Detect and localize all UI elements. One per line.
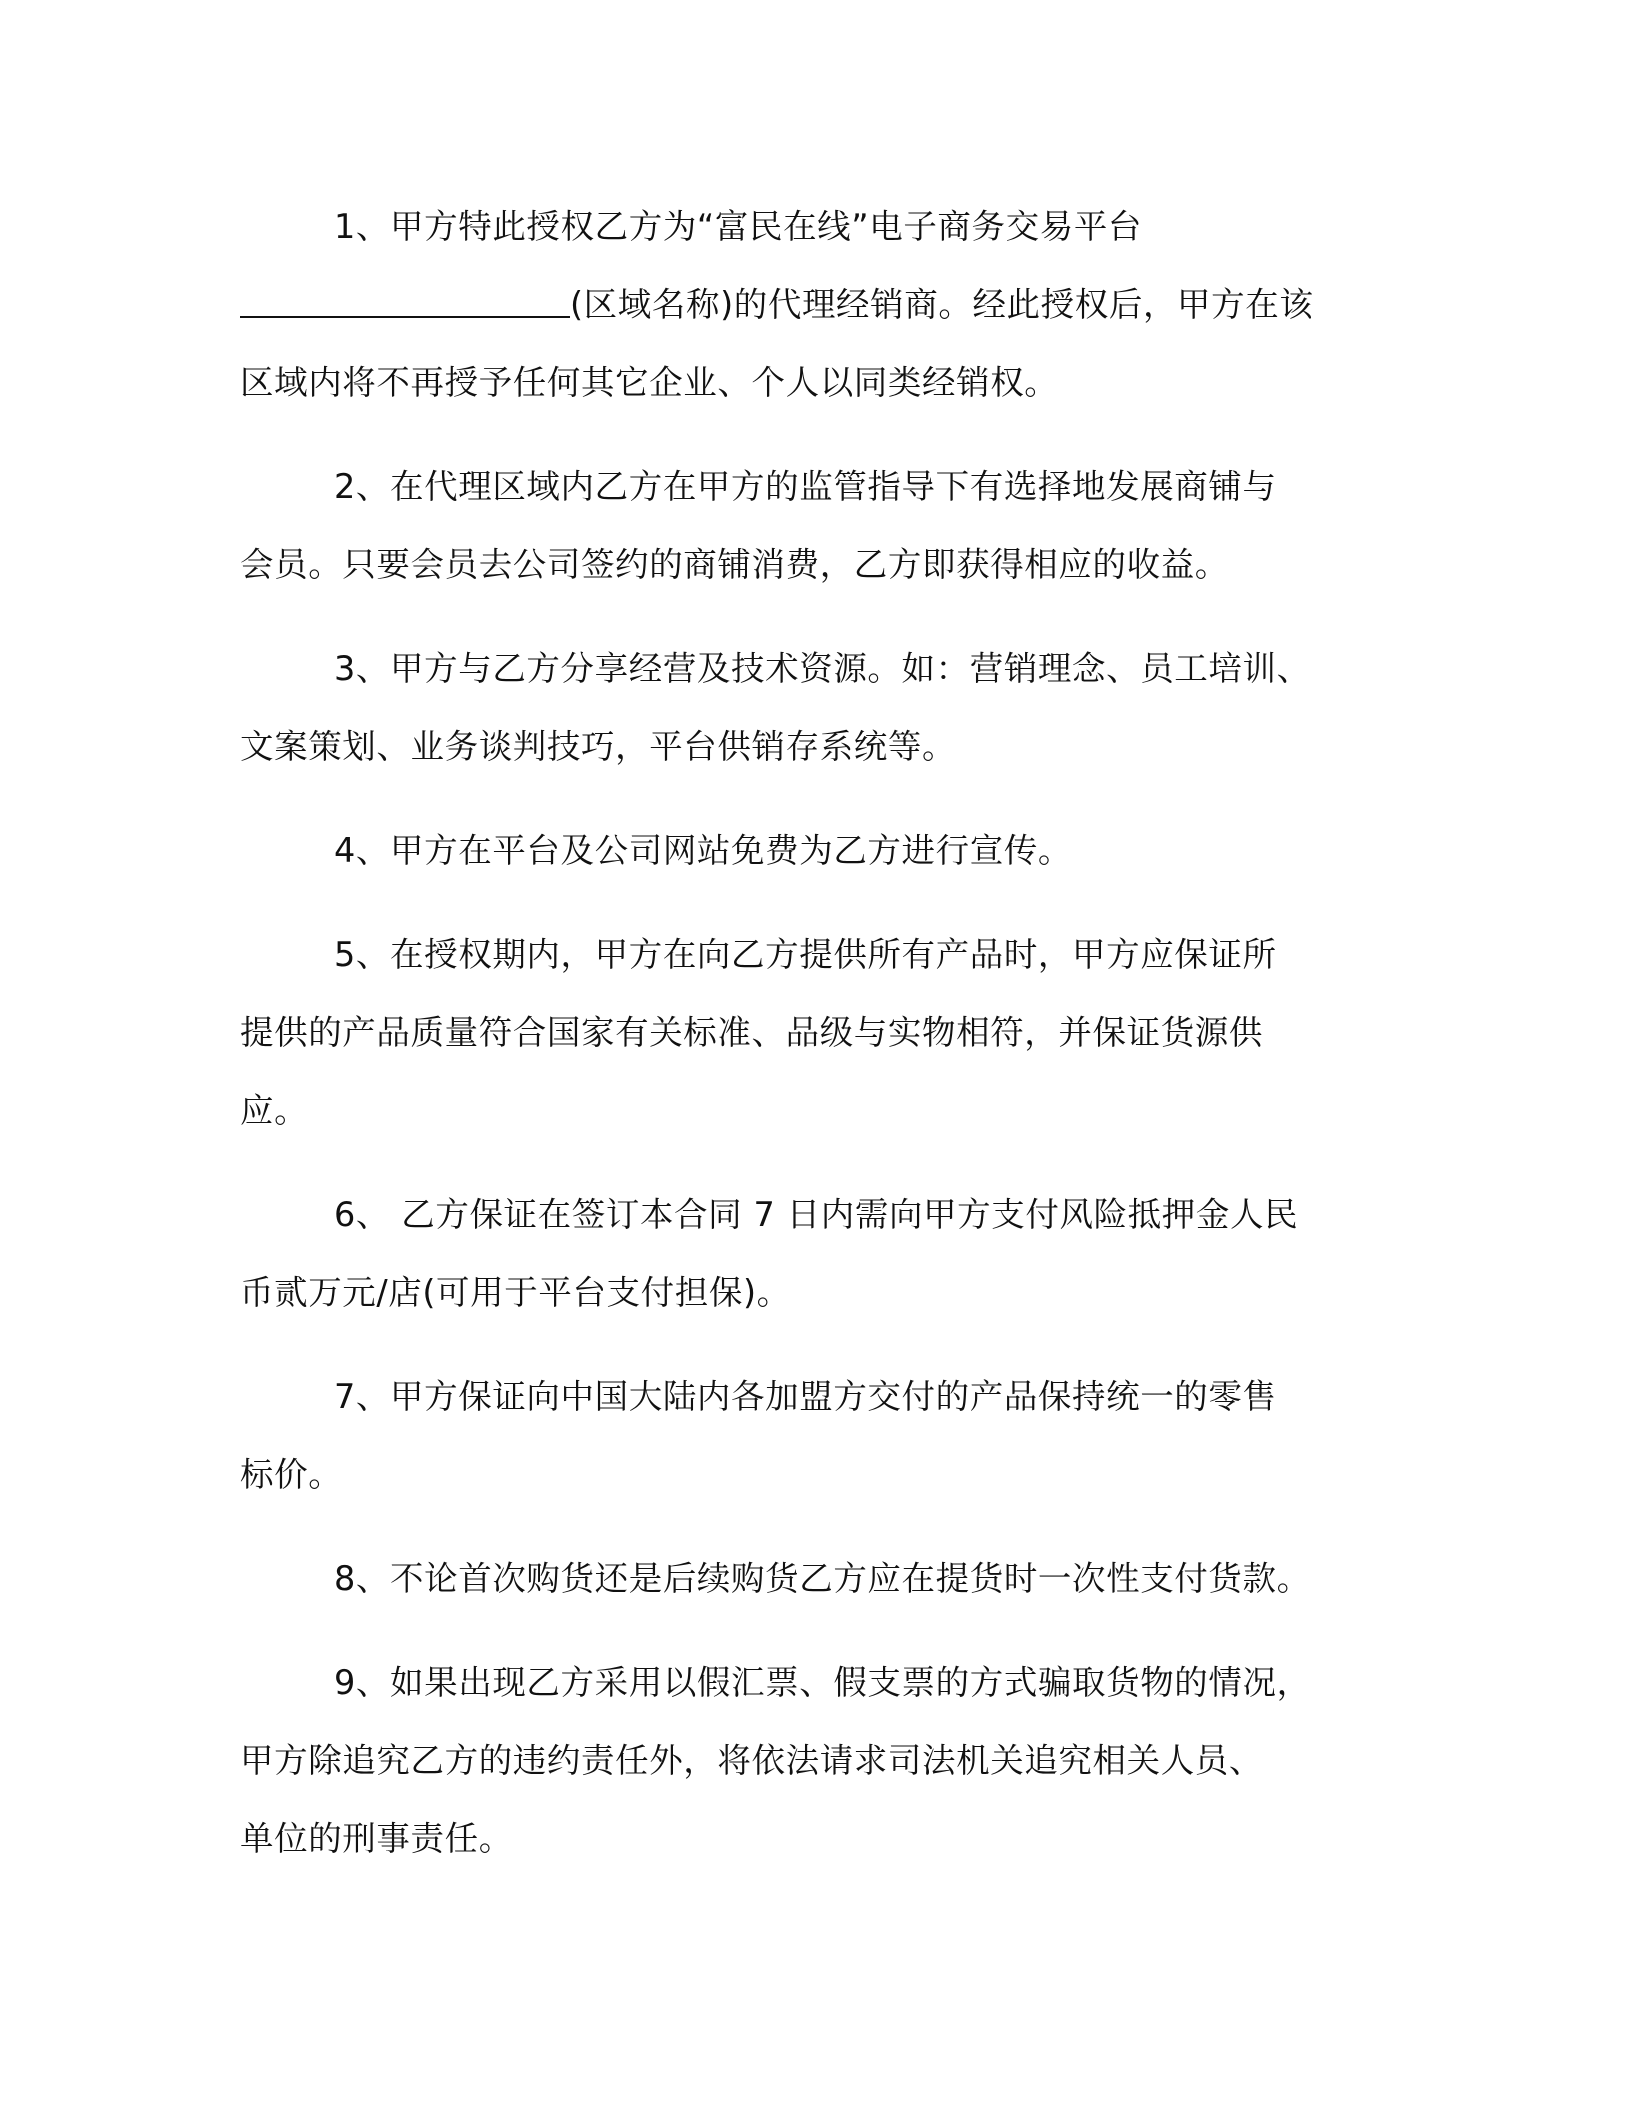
clause-line: 6、 乙方保证在签订本合同 7 日内需向甲方支付风险抵押金人民 [334,1195,1299,1234]
clause-line: 9、如果出现乙方采用以假汇票、假支票的方式骗取货物的情况， [334,1663,1311,1702]
clause-9 [240,1644,1390,1878]
clause-1 [240,188,1390,422]
clause-3 [240,630,1390,786]
clause-4 [240,812,1390,890]
clause-line: 币贰万元/店(可用于平台支付担保)。 [240,1273,791,1312]
clause-line: 提供的产品质量符合国家有关标准、品级与实物相符，并保证货源供 [240,1013,1263,1052]
clause-line: 7、甲方保证向中国大陆内各加盟方交付的产品保持统一的零售 [334,1377,1277,1416]
clause-line: 5、在授权期内，甲方在向乙方提供所有产品时，甲方应保证所 [334,935,1277,974]
clause-line: 会员。只要会员去公司签约的商铺消费，乙方即获得相应的收益。 [240,545,1229,584]
clause-2 [240,448,1390,604]
contract-page [240,188,1390,1904]
clause-line: 8、不论首次购货还是后续购货乙方应在提货时一次性支付货款。 [334,1559,1311,1598]
clause-5 [240,916,1390,1150]
region-name-blank [240,280,570,318]
clause-line: 3、甲方与乙方分享经营及技术资源。如：营销理念、员工培训、 [334,649,1311,688]
clause-line: 单位的刑事责任。 [240,1819,513,1858]
clause-8 [240,1540,1390,1618]
clause-line: 4、甲方在平台及公司网站免费为乙方进行宣传。 [334,831,1073,870]
clause-line: 应。 [240,1091,309,1130]
clause-7 [240,1358,1390,1514]
clause-line: 标价。 [240,1455,343,1494]
clause-line: 区域内将不再授予任何其它企业、个人以同类经销权。 [240,363,1059,402]
clause-line: 甲方除追究乙方的违约责任外，将依法请求司法机关追究相关人员、 [240,1741,1263,1780]
clause-line [240,266,1390,344]
clause-line: 1、甲方特此授权乙方为“富民在线”电子商务交易平台 [334,207,1143,246]
clause-6 [240,1176,1390,1332]
clause-line-text: (区域名称)的代理经销商。经此授权后，甲方在该 [570,285,1314,324]
clause-line: 文案策划、业务谈判技巧，平台供销存系统等。 [240,727,957,766]
clause-line: 2、在代理区域内乙方在甲方的监管指导下有选择地发展商铺与 [334,467,1277,506]
